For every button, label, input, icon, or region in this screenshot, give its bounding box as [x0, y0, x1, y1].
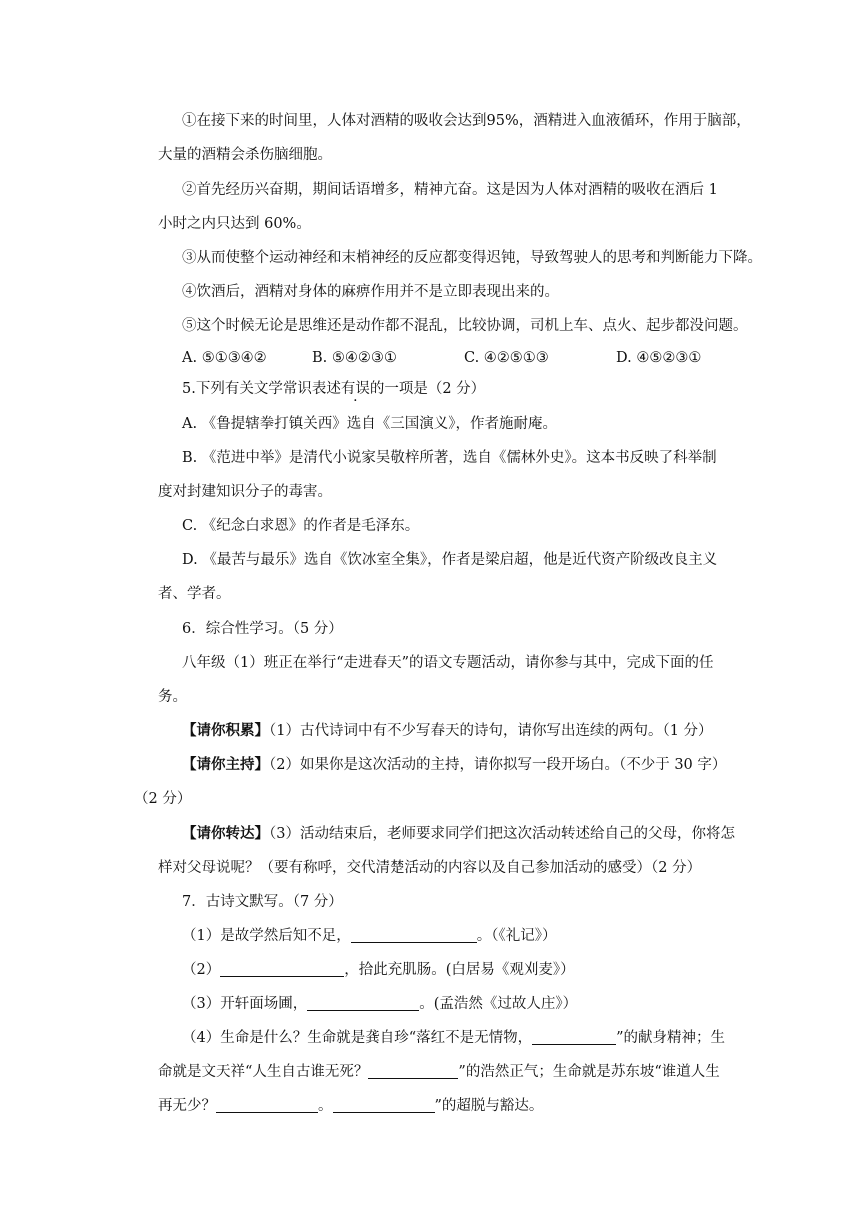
q5-option-d[interactable]: D. 《最苦与最乐》选自《饮冰室全集》，作者是梁启超，他是近代资产阶级改良主义: [182, 552, 718, 568]
q7-title: 7．古诗文默写。（7 分）: [182, 894, 343, 910]
option-sentence-2-cont: 小时之内只达到 60%。: [158, 216, 311, 232]
answer-blank[interactable]: [532, 1028, 616, 1045]
option-sentence-1-cont: 大量的酒精会杀伤脑细胞。: [158, 147, 332, 163]
q7-line-4-cont: 命就是文天祥“人生自古谁无死？ ”的浩然正气；生命就是苏东坡“谁道人生: [158, 1064, 720, 1080]
task-label-relay: 【请你转达】: [182, 825, 269, 842]
q7-line-1: （1）是故学然后知不足， 。（《礼记》）: [182, 928, 557, 944]
answer-blank[interactable]: [216, 1096, 318, 1113]
q7-line-4-cont2: 再无少？ 。 ”的超脱与豁达。: [158, 1098, 544, 1114]
answer-blank[interactable]: [368, 1062, 458, 1079]
q7-line-4: （4）生命是什么？生命就是龚自珍“落红不是无情物， ”的献身精神；生: [182, 1030, 726, 1046]
choice-d[interactable]: D. ④⑤②③①: [616, 350, 702, 366]
answer-blank[interactable]: [220, 960, 344, 977]
q6-task-2-cont: （2 分）: [134, 791, 192, 807]
option-sentence-1: ①在接下来的时间里，人体对酒精的吸收会达到95%，酒精进入血液循环，作用于脑部，: [182, 113, 751, 129]
q5-option-c[interactable]: C. 《纪念白求恩》的作者是毛泽东。: [182, 518, 420, 534]
option-sentence-3: ③从而使整个运动神经和末梢神经的反应都变得迟钝，导致驾驶人的思考和判断能力下降。: [182, 250, 762, 266]
task-label-host: 【请你主持】: [182, 756, 269, 773]
answer-blank[interactable]: [333, 1096, 435, 1113]
q6-task-3-cont: 样对父母说呢？（要有称呼，交代清楚活动的内容以及自己参加活动的感受）（2 分）: [158, 860, 702, 876]
answer-blank[interactable]: [351, 926, 477, 943]
option-sentence-5: ⑤这个时候无论是思维还是动作都不混乱，比较协调，司机上车、点火、起步都没问题。: [182, 318, 748, 334]
emphasis-text: 有误: [340, 381, 370, 397]
choice-b[interactable]: B. ⑤④②③①: [312, 350, 397, 366]
q6-task-2: 【请你主持】（2）如果你是这次活动的主持，请你拟写一段开场白。（不少于 30 字）: [182, 756, 727, 773]
q6-task-3: 【请你转达】（3）活动结束后，老师要求同学们把这次活动转述给自己的父母，你将怎: [182, 825, 735, 842]
q5-stem: 5.下列有关文学常识表述有误的一项是（2 分）: [182, 381, 486, 397]
answer-blank[interactable]: [307, 994, 419, 1011]
task-label-accumulate: 【请你积累】: [182, 722, 269, 739]
q5-option-d-cont: 者、学者。: [158, 586, 231, 602]
q4-choices: [182, 348, 742, 368]
q6-intro: 八年级（1）班正在举行“走进春天”的语文专题活动，请你参与其中，完成下面的任: [182, 655, 714, 671]
choice-a[interactable]: A. ⑤①③④②: [182, 350, 267, 366]
choice-c[interactable]: C. ④②⑤①③: [464, 350, 549, 366]
q7-line-2: （2） ，拾此充肌肠。(白居易《观刈麦》）: [182, 962, 575, 978]
q7-line-3: （3）开轩面场圃， 。(孟浩然《过故人庄》）: [182, 996, 578, 1012]
q5-option-b[interactable]: B. 《范进中举》是清代小说家吴敬梓所著，选自《儒林外史》。这本书反映了科举制: [182, 450, 717, 466]
option-sentence-2: ②首先经历兴奋期，期间话语增多，精神亢奋。这是因为人体对酒精的吸收在酒后 1: [182, 182, 718, 198]
q5-option-a[interactable]: A. 《鲁提辖拳打镇关西》选自《三国演义》，作者施耐庵。: [182, 416, 557, 432]
q5-option-b-cont: 度对封建知识分子的毒害。: [158, 484, 332, 500]
q6-intro-cont: 务。: [158, 689, 187, 705]
option-sentence-4: ④饮酒后，酒精对身体的麻痹作用并不是立即表现出来的。: [182, 284, 559, 300]
q6-title: 6．综合性学习。（5 分）: [182, 621, 343, 637]
q6-task-1: 【请你积累】（1）古代诗词中有不少写春天的诗句，请你写出连续的两句。（1 分）: [182, 722, 713, 739]
